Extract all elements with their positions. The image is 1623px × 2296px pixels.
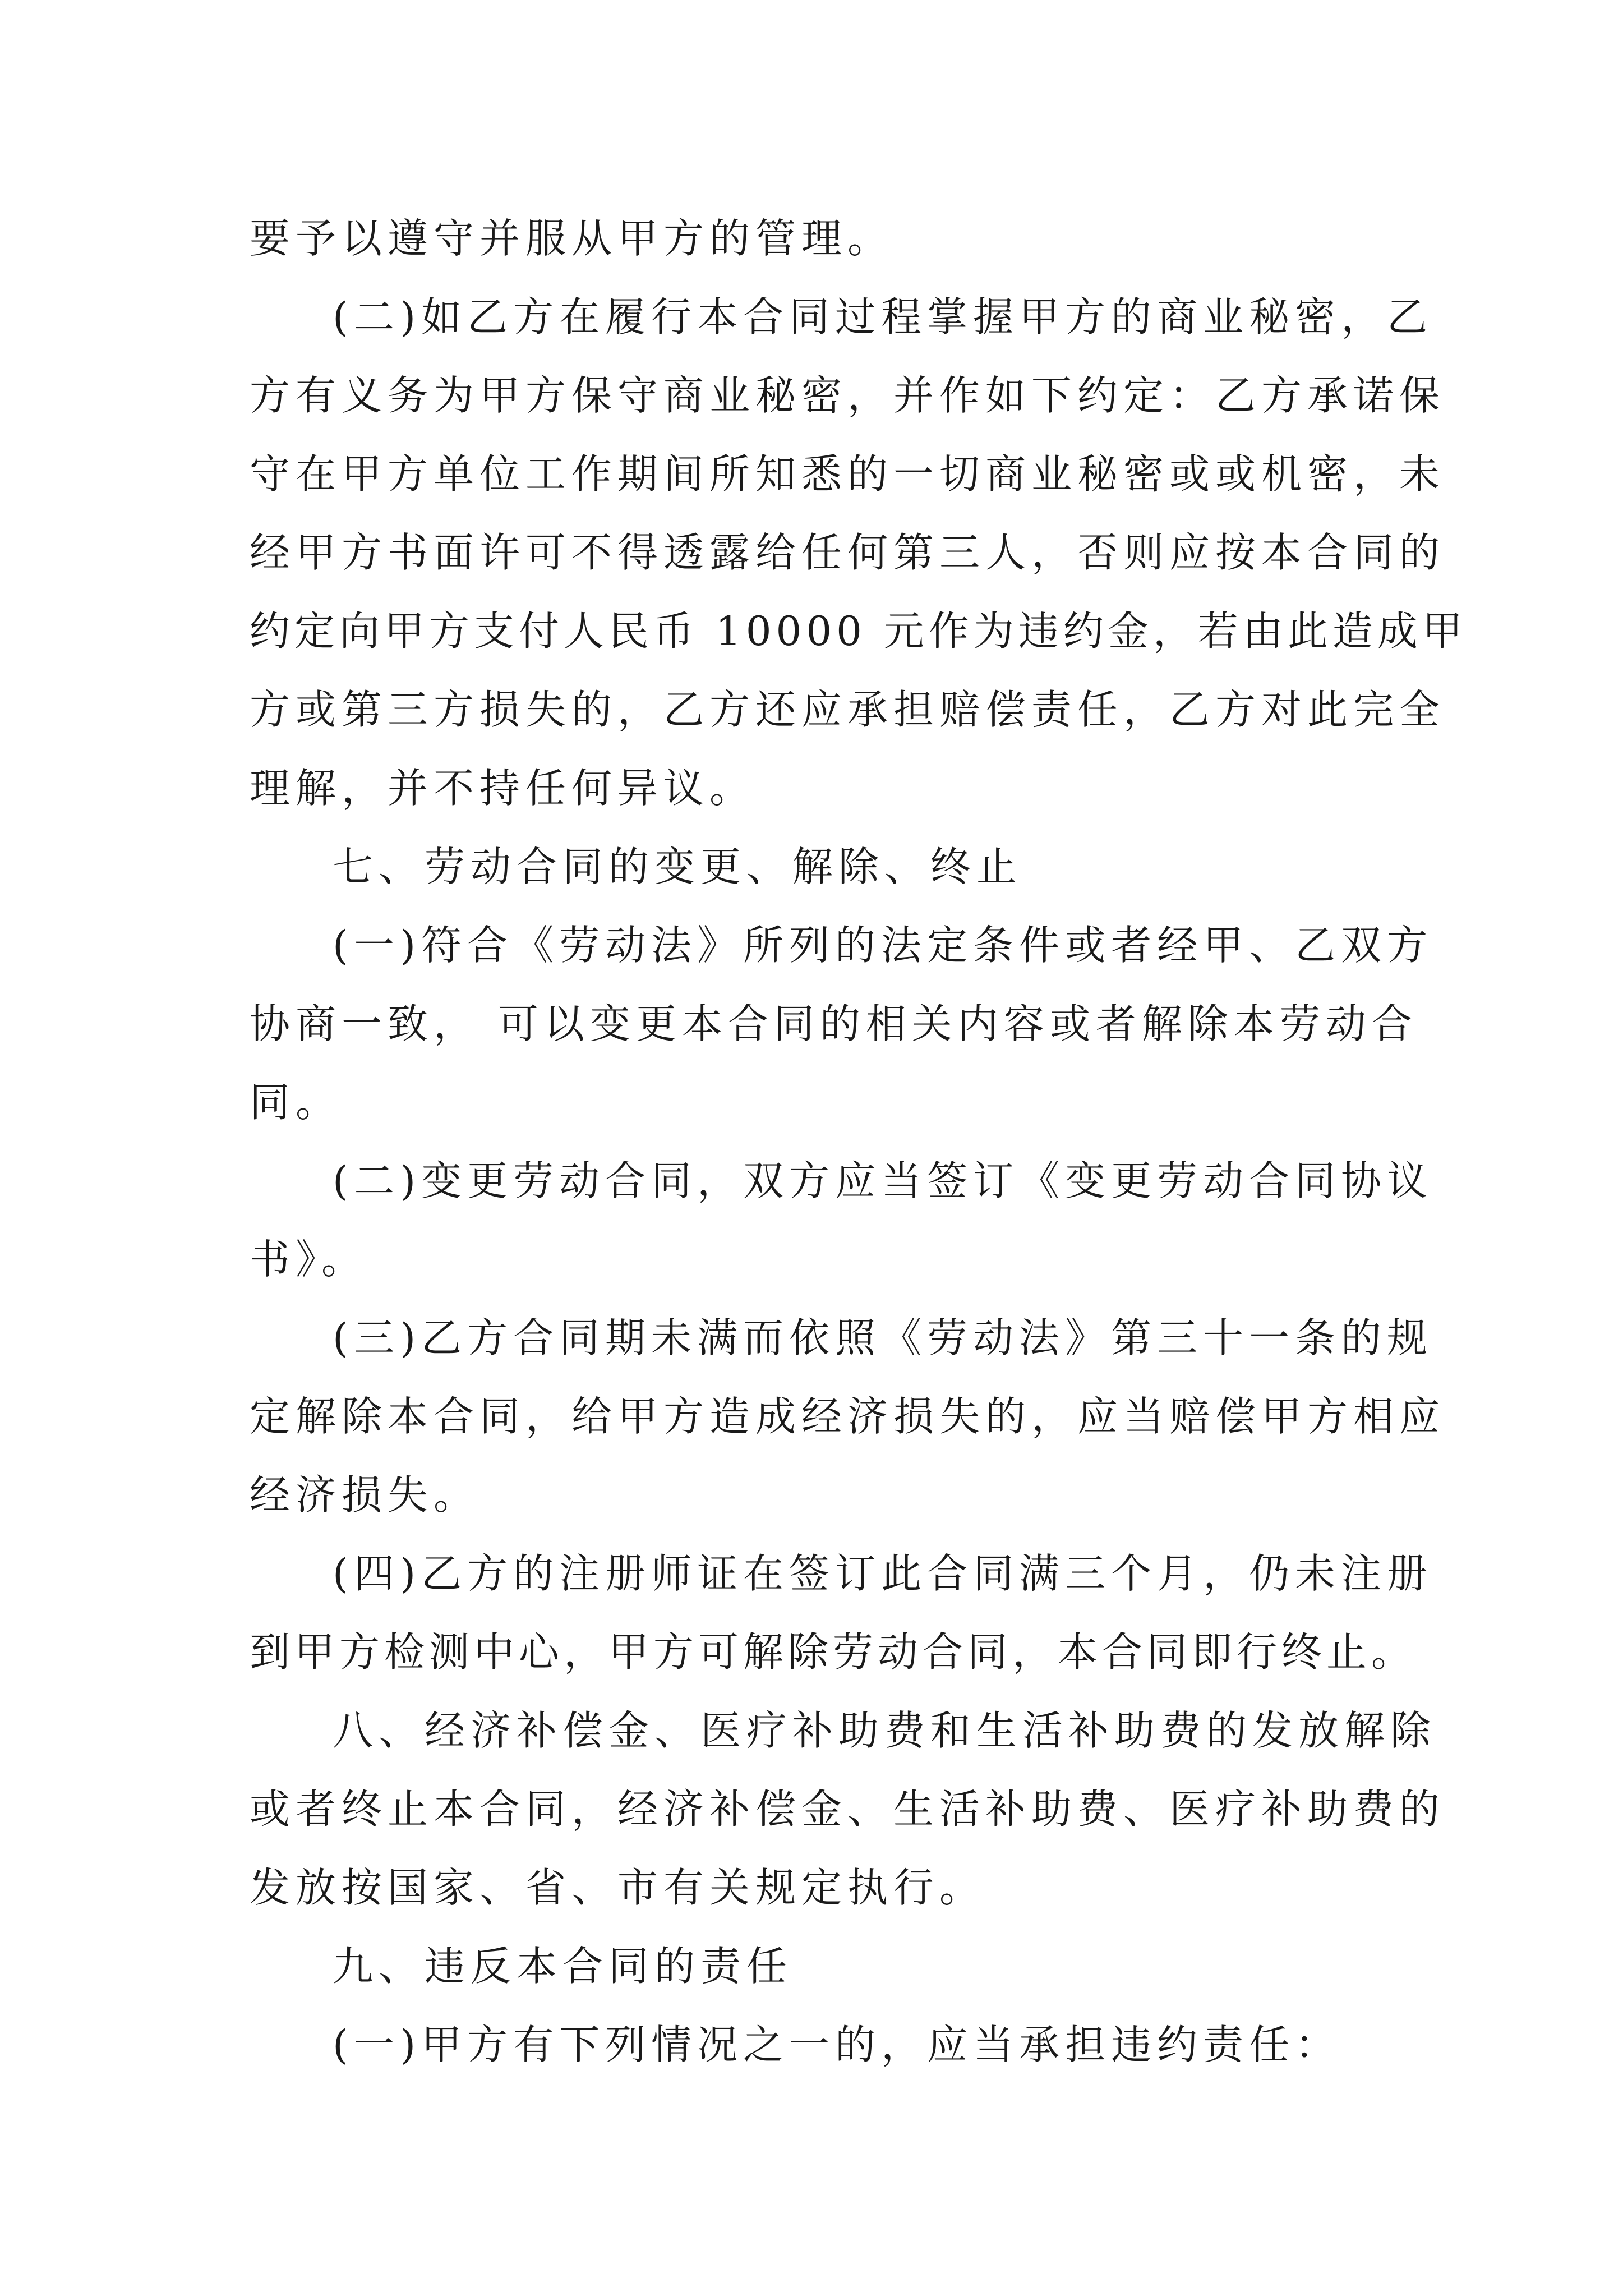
text-line: (三)乙方合同期未满而依照《劳动法》第三十一条的规 <box>333 1314 1433 1361</box>
text-line: 同。 <box>250 1079 342 1126</box>
text-line: 协商一致， 可以变更本合同的相关内容或者解除本劳动合 <box>250 1000 1418 1047</box>
section-heading: 七、劳动合同的变更、解除、终止 <box>333 843 1023 890</box>
text-line: 方或第三方损失的，乙方还应承担赔偿责任，乙方对此完全 <box>250 686 1446 733</box>
text-line: 或者终止本合同，经济补偿金、生活补助费、医疗补助费的 <box>250 1786 1446 1833</box>
text-line: (二)变更劳动合同，双方应当签订《变更劳动合同协议 <box>333 1157 1433 1204</box>
text-line: 方有义务为甲方保守商业秘密，并作如下约定：乙方承诺保 <box>250 372 1446 419</box>
text-line: (一)符合《劳动法》所列的法定条件或者经甲、乙双方 <box>333 922 1433 969</box>
text-line: 书》。 <box>250 1236 368 1283</box>
text-line: (二)如乙方在履行本合同过程掌握甲方的商业秘密，乙 <box>333 293 1433 341</box>
section-heading: 八、经济补偿金、医疗补助费和生活补助费的发放解除 <box>333 1707 1437 1754</box>
contract-text <box>250 199 1467 2084</box>
text-line: 到甲方检测中心，甲方可解除劳动合同，本合同即行终止。 <box>250 1628 1417 1676</box>
text-line: (一)甲方有下列情况之一的，应当承担违约责任： <box>333 2021 1341 2068</box>
text-line: 要予以遵守并服从甲方的管理。 <box>250 215 894 262</box>
text-line: 发放按国家、省、市有关规定执行。 <box>250 1864 986 1911</box>
text-line: 守在甲方单位工作期间所知悉的一切商业秘密或或机密，未 <box>250 450 1446 498</box>
text-line: 理解，并不持任何异议。 <box>250 765 756 812</box>
text-line: 经甲方书面许可不得透露给任何第三人，否则应按本合同的 <box>250 529 1446 576</box>
text-line: (四)乙方的注册师证在签订此合同满三个月，仍未注册 <box>333 1550 1433 1597</box>
text-line: 约定向甲方支付人民币 10000 元作为违约金，若由此造成甲 <box>250 608 1467 655</box>
section-heading: 九、违反本合同的责任 <box>333 1943 793 1990</box>
text-line: 定解除本合同，给甲方造成经济损失的，应当赔偿甲方相应 <box>250 1393 1446 1440</box>
text-line: 经济损失。 <box>250 1471 480 1519</box>
